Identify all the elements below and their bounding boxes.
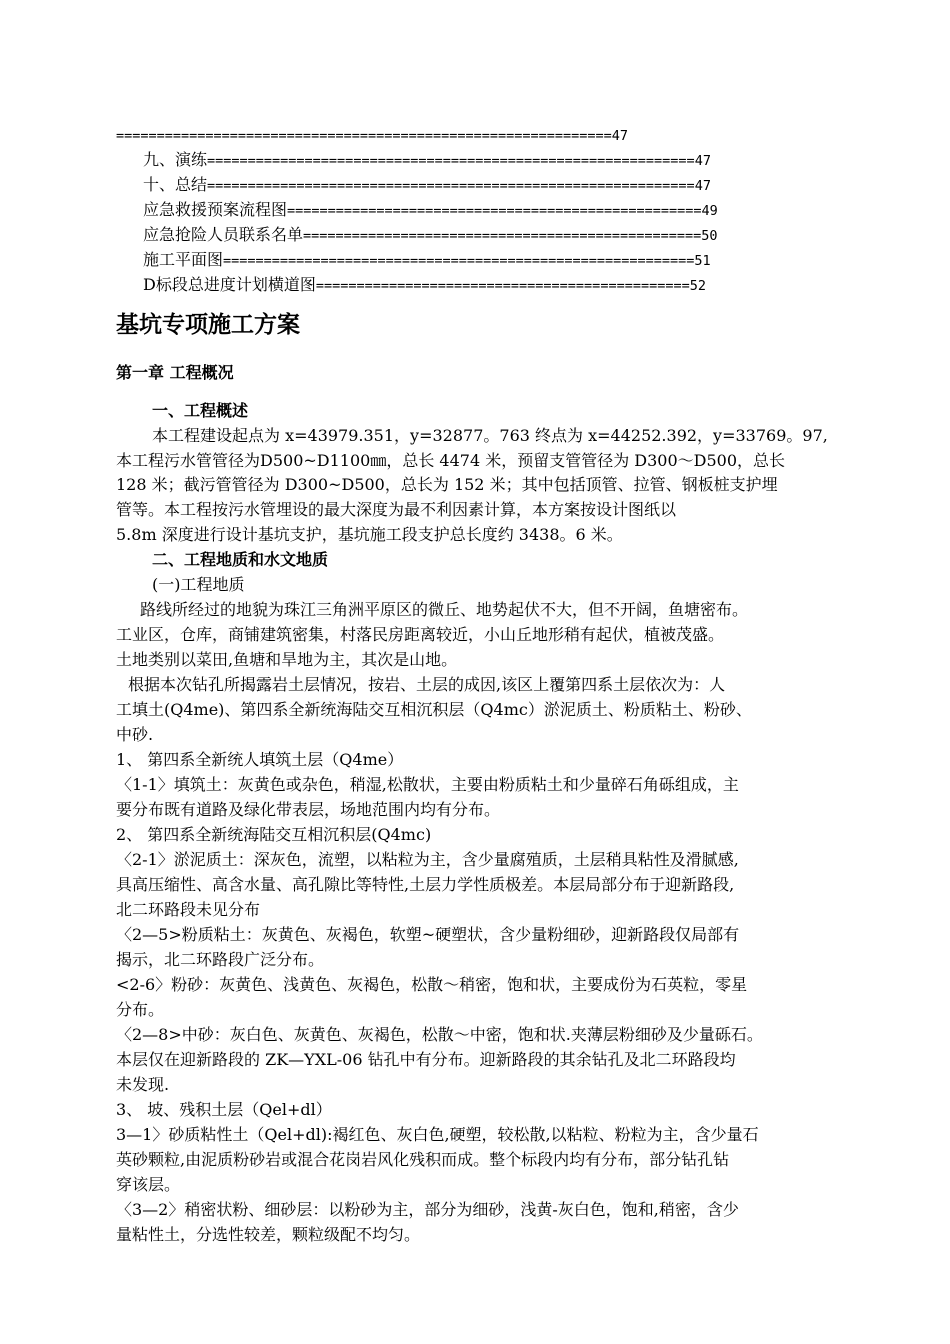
paragraph-line: 〈2-1〉淤泥质土：深灰色，流塑，以粘粒为主，含少量腐殖质，土层稍具粘性及滑腻感, — [116, 850, 739, 869]
paragraph-line: 工业区，仓库，商铺建筑密集，村落民房距离较近，小山丘地形稍有起伏，植被茂盛。 — [116, 625, 725, 644]
toc-label: 应急救援预案流程图 — [143, 200, 288, 219]
toc-leader: ============================================================ — [207, 178, 695, 194]
paragraph-line: 揭示，北二环路段广泛分布。 — [116, 950, 325, 969]
toc-page-number: 47 — [694, 178, 711, 194]
toc-leader: =================================================== — [287, 203, 702, 219]
paragraph-line: <2-6〉粉砂：灰黄色、浅黄色、灰褐色，松散～稍密，饱和状，主要成份为石英粒，零星 — [116, 975, 748, 994]
paragraph-line: 3—1〉砂质粘性土（Qel+dl):褐红色、灰白色,硬塑，较松散,以粘粒、粉粒为主，含少量石 — [116, 1125, 759, 1144]
toc-entry[interactable] — [143, 148, 711, 172]
paragraph-line: 本工程污水管管径为D500~D1100㎜，总长 4474 米，预留支管管径为 D300～D500，总长 — [116, 451, 786, 470]
section-heading: 一、工程概述 — [152, 401, 249, 420]
toc-leader: ============================================== — [315, 278, 690, 294]
list-heading: 1、 第四系全新统人填筑土层（Q4me） — [116, 750, 404, 769]
section-heading: 二、工程地质和水文地质 — [152, 550, 329, 569]
paragraph-line: 本工程建设起点为 x=43979.351，y=32877。763 终点为 x=44252.392，y=33769。97, — [152, 426, 828, 445]
paragraph-line: 根据本次钻孔所揭露岩土层情况，按岩、土层的成因,该区上覆第四系土层依次为：人 — [128, 675, 726, 694]
paragraph-line: 分布。 — [116, 1000, 165, 1019]
toc-entry[interactable] — [143, 248, 711, 272]
paragraph-line: 管等。本工程按污水管埋设的最大深度为最不利因素计算，本方案按设计图纸以 — [116, 500, 677, 519]
document-title: 基坑专项施工方案 — [116, 312, 300, 338]
toc-page-number: 51 — [694, 253, 711, 269]
toc-leader: ========================================================== — [223, 253, 695, 269]
toc-entry[interactable] — [143, 273, 706, 297]
toc-entry[interactable] — [143, 173, 711, 197]
paragraph-line: 具高压缩性、高含水量、高孔隙比等特性,土层力学性质极差。本层局部分布于迎新路段, — [116, 875, 735, 894]
paragraph-line: 英砂颗粒,由泥质粉砂岩或混合花岗岩风化残积而成。整个标段内均有分布，部分钻孔钻 — [116, 1150, 730, 1169]
toc-page-number: 47 — [694, 153, 711, 169]
toc-page-number: 47 — [611, 128, 629, 144]
paragraph-line: 北二环路段未见分布 — [116, 900, 261, 919]
paragraph-line: 〈1-1〉填筑土：灰黄色或杂色，稍湿,松散状，主要由粉质粘土和少量碎石角砾组成，主 — [116, 775, 739, 794]
paragraph-line: 〈2—8>中砂：灰白色、灰黄色、灰褐色，松散～中密，饱和状.夹薄层粉细砂及少量砾石。 — [116, 1025, 763, 1044]
paragraph-line: 中砂. — [116, 725, 154, 744]
paragraph-line: 〈2—5>粉质粘土：灰黄色、灰褐色，软塑~硬塑状，含少量粉细砂，迎新路段仅局部有 — [116, 925, 740, 944]
toc-label: 十、总结 — [143, 175, 208, 194]
paragraph-line: 未发现. — [116, 1075, 170, 1094]
toc-label: 九、演练 — [143, 150, 208, 169]
paragraph-line: 土地类别以菜田,鱼塘和旱地为主，其次是山地。 — [116, 650, 458, 669]
paragraph-line: 量粘性土，分选性较差，颗粒级配不均匀。 — [116, 1225, 421, 1244]
list-heading: 2、 第四系全新统海陆交互相沉积层(Q4mc) — [116, 825, 432, 844]
toc-entry[interactable] — [116, 124, 628, 148]
paragraph-line: 工填土(Q4me)、第四系全新统海陆交互相沉积层（Q4mc）淤泥质土、粉质粘土、粉砂、 — [116, 700, 752, 719]
toc-leader: ============================================================ — [207, 153, 695, 169]
paragraph-line: 路线所经过的地貌为珠江三角洲平原区的微丘、地势起伏不大，但不开阔，鱼塘密布。 — [140, 600, 749, 619]
toc-leader: ================================================= — [303, 228, 702, 244]
toc-leader: ============================================================= — [116, 128, 612, 144]
list-heading: 3、 坡、残积土层（Qel+dl） — [116, 1100, 332, 1119]
chapter-heading: 第一章 工程概况 — [116, 363, 234, 382]
toc-label: 应急抢险人员联系名单 — [143, 225, 304, 244]
toc-page-number: 49 — [701, 203, 718, 219]
toc-page-number: 50 — [701, 228, 718, 244]
toc-page-number: 52 — [689, 278, 706, 294]
paragraph-line: 穿该层。 — [116, 1175, 181, 1194]
paragraph-line: 〈3—2〉稍密状粉、细砂层：以粉砂为主，部分为细砂，浅黄-灰白色，饱和,稍密，含少 — [116, 1200, 739, 1219]
paragraph-line: 5.8m 深度进行设计基坑支护，基坑施工段支护总长度约 3438。6 米。 — [116, 525, 623, 544]
paragraph-line: 本层仅在迎新路段的 ZK—YXL-06 钻孔中有分布。迎新路段的其余钻孔及北二环路段均 — [116, 1050, 736, 1069]
paragraph-line: 要分布既有道路及绿化带表层，场地范围内均有分布。 — [116, 800, 501, 819]
toc-label: 施工平面图 — [143, 250, 224, 269]
paragraph-line: 128 米；截污管管径为 D300~D500，总长为 152 米；其中包括顶管、拉管、钢板桩支护埋 — [116, 475, 778, 494]
toc-label: D标段总进度计划横道图 — [143, 275, 316, 294]
toc-entry[interactable] — [143, 198, 718, 222]
subsection-heading: (一)工程地质 — [152, 575, 245, 594]
toc-entry[interactable] — [143, 223, 718, 247]
